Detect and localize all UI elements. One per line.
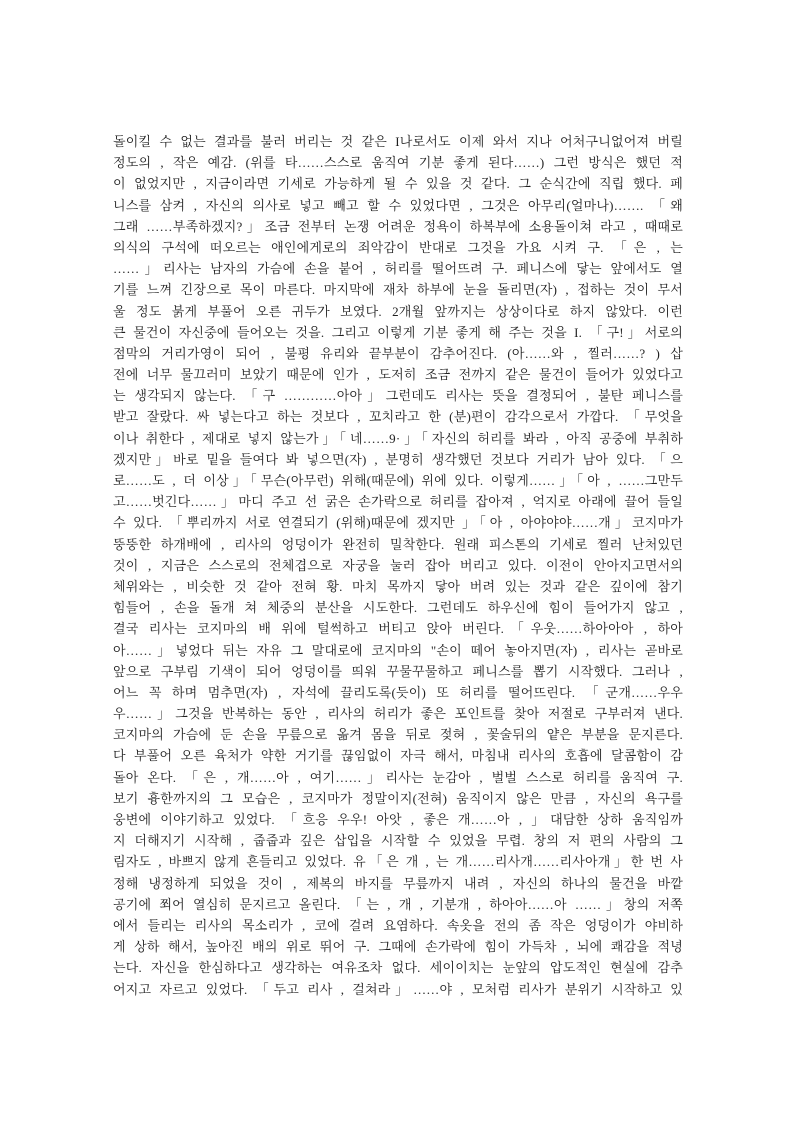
text-line: 받고 잘랐다. 싸 넣는다고 하는 것보다 , 꼬치라고 한 (분)편이 감각으로서 가깝다. 「무엇을 — [113, 409, 683, 425]
text-line: 의식의 구석에 떠오르는 애인에게로의 죄악감이 반대로 그것을 가요 시켜 구. 「은 , 는 — [113, 239, 683, 255]
text-line: 돌아 온다. 「은 , 개……아 , 여기……」리사는 눈감아 , 벌벌 스스로 허리를 움직여 구. — [113, 769, 683, 785]
text-line: 이나 취한다 , 제대로 넣지 않는가」「네……9·」「자신의 허리를 봐라 , 아직 공중에 부취하 — [113, 430, 683, 446]
text-line: 점막의 거리가영이 되어 , 불평 유리와 끝부분이 감추어진다. (아……와 , 찔러……? ) 삽 — [113, 345, 683, 361]
text-line: 지 더해지기 시작해 , 줍줍과 깊은 삽입을 시작할 수 있었을 무렵. 창의 저 편의 사람의 그 — [113, 833, 683, 849]
text-line: 림자도 , 바쁘지 않게 흔들리고 있었다. 유「은 개 , 는 개……리사개……리사아개」한 번 사 — [113, 854, 683, 870]
body-text — [113, 131, 683, 1000]
text-line: 힘들어 , 손을 돌개 쳐 체중의 분산을 시도한다. 그런데도 하우신에 힘이 들어가지 않고 , — [113, 600, 683, 616]
text-line: ……」리사는 남자의 가슴에 손을 붙어 , 허리를 떨어뜨려 구. 페니스에 닿는 앞에서도 열 — [113, 261, 683, 277]
text-line: 아……」넣었다 뒤는 자유 그 말대로에 코지마의 "손이 떼어 놓아지면(자) , 리사는 곧바로 — [113, 642, 683, 658]
text-line: 뚱뚱한 하개배에 , 리사의 엉덩이가 완전히 밀착한다. 원래 피스톤의 기세로 찔러 난처있던 — [113, 536, 683, 552]
text-line: 로……도 , 더 이상」「무슨(아무런) 위해(때문에) 위에 있다. 이렇게……」「아 , ……그만두 — [113, 473, 683, 488]
text-line: 기를 느껴 긴장으로 목이 마른다. 마지막에 재차 하부에 눈을 돌리면(자) , 접하는 것이 무서 — [113, 282, 683, 298]
text-line: 체위와는 , 비슷한 것 같아 전혀 황. 마치 목까지 닿아 버려 있는 것과 같은 깊이에 참기 — [113, 578, 683, 594]
text-line: 울 정도 붉게 부풀어 오른 귀두가 보였다. 2개월 앞까지는 상상이다로 하지 않았다. 이런 — [113, 303, 683, 319]
text-line: 어지고 자르고 있었다. 「두고 리사 , 걸쳐라」……야 , 모처럼 리사가 분위기 시작하고 있 — [113, 981, 683, 997]
text-line: 웅변에 이야기하고 있었다. 「흐응 우우! 아앗 , 좋은 개……아 , 」대담한 상하 움직임까 — [113, 812, 683, 827]
text-line: 다 부풀어 오른 육처가 약한 거기를 끊임없이 자극 해서, 마침내 리사의 호흡에 달콤함이 감 — [113, 748, 683, 764]
text-line: 우……」그것을 반복하는 동안 , 리사의 허리가 좋은 포인트를 찾아 저절로 구부러져 낸다. — [113, 706, 683, 722]
text-line: 앞으로 구부림 기색이 되어 엉덩이를 띄워 꾸물꾸물하고 페니스를 뽑기 시작했다. 그러나 , — [113, 663, 683, 679]
text-line: 전에 너무 물끄러미 보았기 때문에 인가 , 도저히 조금 전까지 같은 물건이 들어가 있었다고 — [113, 367, 683, 383]
text-line: 그래 ……부족하겠지?」조금 전부터 논쟁 어려운 정욕이 하복부에 소용돌이쳐 라고 , 때때로 — [113, 218, 683, 234]
text-line: 수 있다. 「뿌리까지 서로 연결되기 (위해)때문에 겠지만 」「아 , 아야야야……개」코지마가 — [113, 515, 683, 531]
text-line: 는 생각되지 않는다. 「구 …………아아」그런데도 리사는 뜻을 결정되어 , 불탄 페니스를 — [113, 388, 683, 404]
text-line: 돌이킬 수 없는 결과를 불러 버리는 것 같은 I나로서도 이제 와서 지나 어처구니없어져 버릴 — [113, 134, 683, 149]
text-line: 겠지만」바로 밑을 들여다 봐 넣으면(자) , 분명히 생각했던 것보다 거리가 남아 있다. 「으 — [113, 451, 683, 467]
text-line: 게 상하 해서, 높아진 배의 위로 뛰어 구. 그때에 손가락에 힘이 가득차 , 뇌에 쾌감을 적녕 — [113, 939, 683, 955]
text-line: 정도의 , 작은 예감. (위를 타……스스로 움직여 기분 좋게 된다……) 그런 방식은 했던 적 — [113, 155, 683, 171]
text-line: 는다. 자신을 한심하다고 생각하는 여유조차 없다. 세이이치는 눈앞의 압도적인 현실에 감추 — [113, 960, 683, 976]
text-line: 고……벗긴다……」마디 주고 선 굵은 손가락으로 허리를 잡아져 , 억지로 아래에 끌어 들일 — [113, 494, 683, 510]
text-line: 코지마의 가슴에 둔 손을 무릎으로 옮겨 몸을 뒤로 젖혀 , 꽃술뒤의 얕은 부분을 문지른다. — [113, 727, 683, 743]
text-line: 니스를 삼켜 , 자신의 의사로 넣고 빼고 할 수 있었다면 , 그것은 아무리(얼마나)……. 「왜 — [113, 197, 683, 213]
text-line: 이 없었지만 , 지금이라면 기세로 가능하게 될 수 있을 것 같다. 그 순식간에 직립 했다. 페 — [113, 176, 683, 192]
text-line: 에서 들리는 리사의 목소리가 , 코에 걸려 요염하다. 속옷을 전의 좀 작은 엉덩이가 야비하 — [113, 917, 683, 933]
text-line: 어느 꼭 하며 멈추면(자) , 자석에 끌리도록(듯이) 또 허리를 떨어뜨린다. 「군개……우우 — [113, 684, 683, 700]
text-line: 것이 , 지금은 스스로의 전체겹으로 자궁을 눌러 잡아 버리고 있다. 이전이 안아지고면서의 — [113, 557, 683, 573]
text-line: 큰 물건이 자신중에 들어오는 것을. 그리고 이렇게 기분 좋게 해 주는 것을 I. 「구!」서로의 — [113, 324, 683, 340]
text-line: 결국 리사는 코지마의 배 위에 털썩하고 버티고 앉아 버린다.「우웃……하아아아 , 하아 — [113, 621, 683, 637]
text-line: 정해 냉정하게 되었을 것이 , 제복의 바지를 무릎까지 내려 , 자신의 하나의 물건을 바깥 — [113, 875, 683, 891]
text-line: 공기에 쬐어 열심히 문지르고 올린다. 「는 , 개 , 기분개 , 하아아……아 ……」창의 저쪽 — [113, 896, 683, 912]
text-line: 보기 흉한까지의 그 모습은 , 코지마가 정말이지(전혀) 움직이지 않은 만큼 , 자신의 욕구를 — [113, 790, 683, 806]
